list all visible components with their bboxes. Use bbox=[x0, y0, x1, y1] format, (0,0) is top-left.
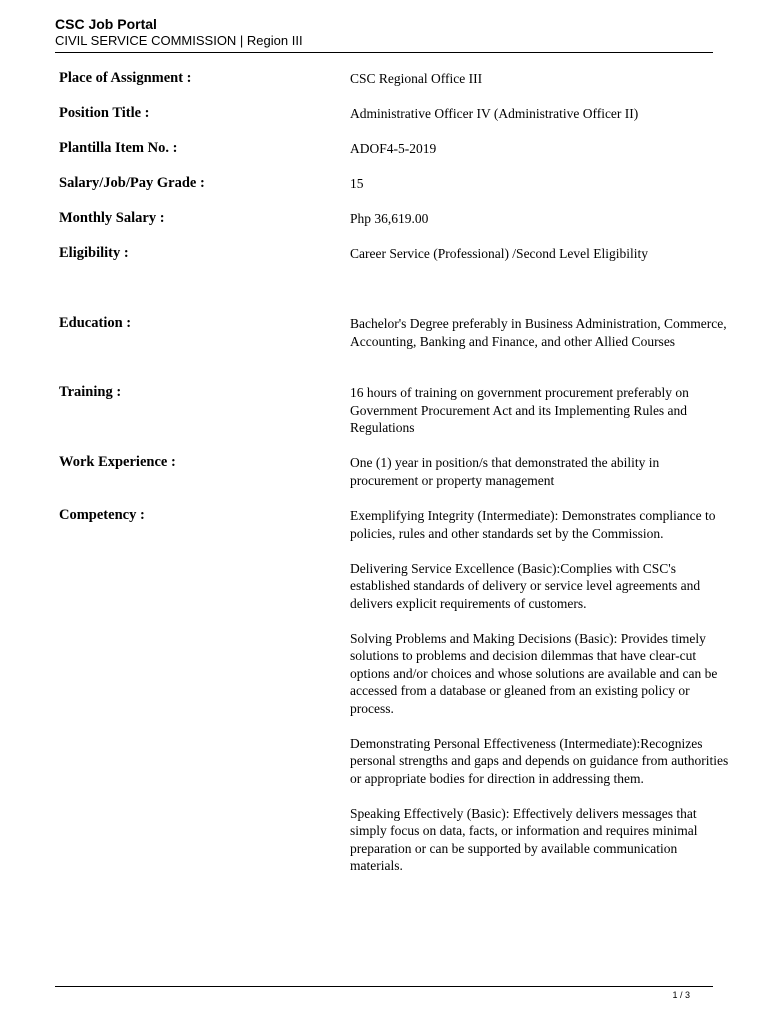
field-value: 16 hours of training on government procurement preferably on Government Procurement Act and its Implementing Rules and Regulations bbox=[350, 385, 689, 435]
field-label: Salary/Job/Pay Grade : bbox=[59, 175, 205, 191]
field-value: 15 bbox=[350, 176, 364, 191]
field-value: Php 36,619.00 bbox=[350, 211, 429, 226]
page-number: 1 / 3 bbox=[672, 990, 690, 1000]
competency-paragraph: Speaking Effectively (Basic): Effectively delivers messages that simply focus on data, facts, or information and requires minimal preparation or can be supported by available communication materials. bbox=[350, 805, 698, 873]
field-value: Administrative Officer IV (Administrative Officer II) bbox=[350, 106, 639, 121]
field-label: Position Title : bbox=[59, 105, 150, 121]
field-value: ADOF4-5-2019 bbox=[350, 141, 437, 156]
field-label: Eligibility : bbox=[59, 245, 129, 261]
competency-paragraph: Solving Problems and Making Decisions (Basic): Provides timely solutions to problems and decision dilemmas that have clear-cut options and/or choices and whose solutions are available and can be accessed from a database or gleaned from an existing policy or process. bbox=[350, 630, 718, 716]
footer-divider bbox=[55, 986, 713, 987]
field-label: Place of Assignment : bbox=[59, 70, 192, 86]
field-label: Monthly Salary : bbox=[59, 210, 165, 226]
field-value: CSC Regional Office III bbox=[350, 71, 483, 86]
competency-paragraph: Delivering Service Excellence (Basic):Complies with CSC's established standards of delivery or service level agreements and delivers explicit requirements of customers. bbox=[350, 560, 701, 611]
field-label: Work Experience : bbox=[59, 454, 176, 470]
page-header bbox=[55, 16, 713, 49]
field-value: Bachelor's Degree preferably in Business Administration, Commerce, Accounting, Banking and Finance, and other Allied Courses bbox=[350, 316, 727, 349]
field-label: Training : bbox=[59, 384, 122, 400]
field-value: One (1) year in position/s that demonstrated the ability in procurement or property management bbox=[350, 455, 660, 488]
competency-paragraph: Demonstrating Personal Effectiveness (Intermediate):Recognizes personal strengths and gaps and depends on guidance from authorities or appropriate bodies for direction in addressing them. bbox=[350, 735, 729, 786]
field-label: Education : bbox=[59, 315, 132, 331]
field-value: Career Service (Professional) /Second Level Eligibility bbox=[350, 246, 649, 261]
header-divider bbox=[55, 52, 713, 53]
field-label: Competency : bbox=[59, 507, 145, 523]
field-value bbox=[350, 507, 730, 875]
competency-paragraph: Exemplifying Integrity (Intermediate): Demonstrates compliance to policies, rules and other standards set by the Commission. bbox=[350, 508, 716, 541]
portal-title: CSC Job Portal bbox=[55, 16, 157, 32]
field-label: Plantilla Item No. : bbox=[59, 140, 178, 156]
portal-subtitle: CIVIL SERVICE COMMISSION | Region III bbox=[55, 33, 303, 48]
